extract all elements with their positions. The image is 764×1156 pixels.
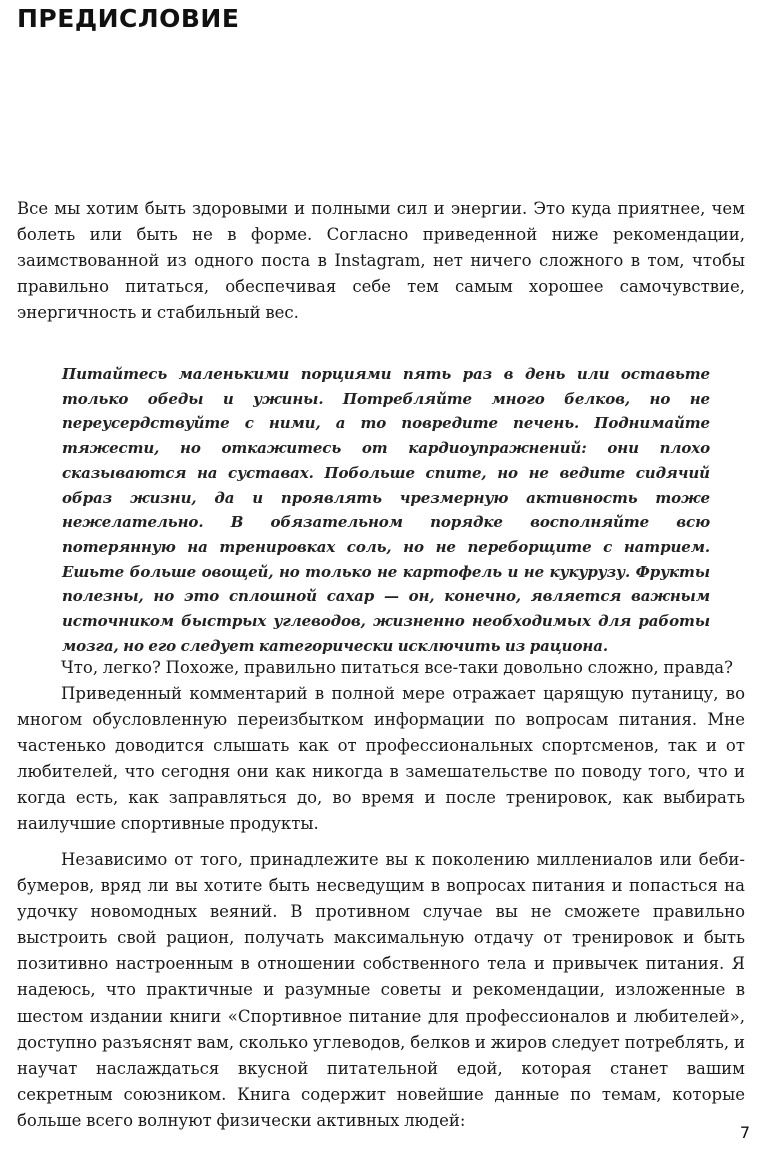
- page-title: ПРЕДИСЛОВИЕ: [17, 4, 240, 33]
- quoted-advice: Питайтесь маленькими порциями пять раз в день или оставьте только обеды и ужины. Потребляйте много белков, но не переусердствуйте с ними, а то повредите печень. Поднимайте тяжести, но откажитесь от кардиоупражнений: они плохо сказываются на суставах. Побольше спите, но не ведите сидячий образ жизни, да и проявлять чрезмерную активность тоже нежелательно. В обязательном порядке восполняйте всю потерянную на тренировках соль, но не переборщите с натрием. Ешьте больше овощей, но только не картофель и не кукурузу. Фрукты полезны, но это сплошной сахар — он, конечно, является важным источником быстрых углеводов, жизненно необходимых для работы мозга, но его следует категорически исключить из рациона.: [62, 365, 710, 655]
- paragraph-2: Приведенный комментарий в полной мере отражает царящую путаницу, во многом обусловленную переизбытком информации по вопросам питания. Мне частенько доводится слышать как от профессиональных спортсменов, так и от любителей, что сегодня они как никогда в замешательстве по поводу того, что и когда есть, как заправляться до, во время и после тренировок, как выбирать наилучшие спортивные продукты.: [17, 684, 745, 834]
- page-number: 7: [739, 1123, 750, 1142]
- paragraph-3: Независимо от того, принадлежите вы к поколению миллениалов или беби-бумеров, вряд ли вы хотите быть несведущим в вопросах питания и попасться на удочку новомодных веяний. В противном случае вы не сможете правильно выстроить свой рацион, получать максимальную отдачу от тренировок и быть позитивно настроенным в отношении собственного тела и привычек питания. Я надеюсь, что практичные и разумные советы и рекомендации, изложенные в шестом издании книги «Спортивное питание для профессионалов и любителей», доступно разъяснят вам, сколько углеводов, белков и жиров следует потреблять, и научат наслаждаться вкусной питательной едой, которая станет вашим секретным союзником. Книга содержит новейшие данные по темам, которые больше всего волнуют физически активных людей:: [17, 850, 745, 1130]
- intro-paragraph: Все мы хотим быть здоровыми и полными сил и энергии. Это куда приятнее, чем болеть или быть не в форме. Согласно приведенной ниже рекомендации, заимствованной из одного поста в Instagram, нет ничего сложного в том, чтобы правильно питаться, обеспечивая себе тем самым хорошее самочувствие, энергичность и стабильный вес.: [17, 199, 745, 323]
- paragraph-1: Что, легко? Похоже, правильно питаться все-таки довольно сложно, правда?: [61, 658, 733, 677]
